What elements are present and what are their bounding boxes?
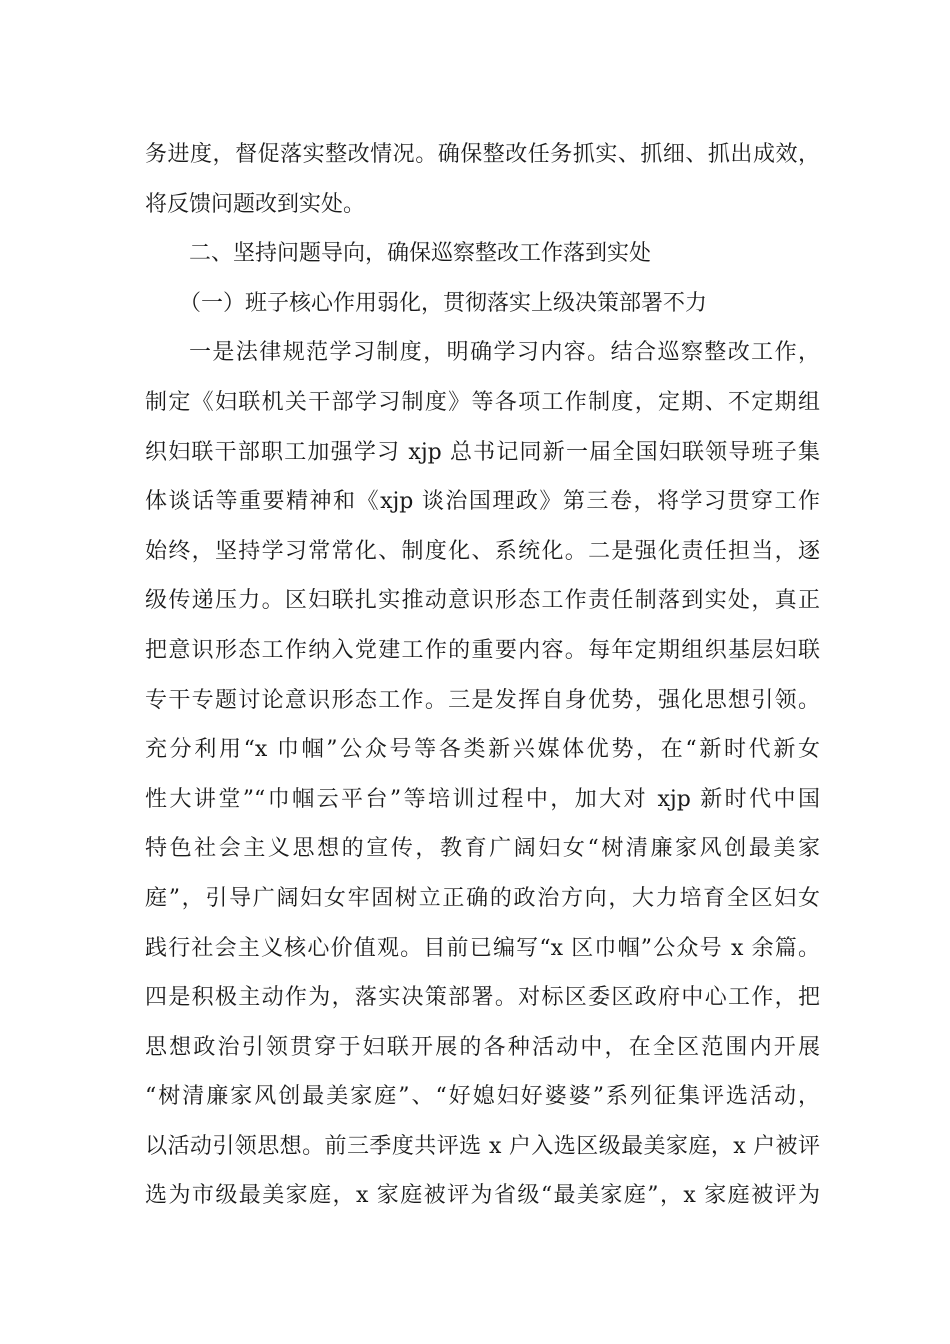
text-line: 充分利用“x 巾帼”公众号等各类新兴媒体优势，在“新时代新女 xyxy=(145,737,820,763)
text-line: 四是积极主动作为，落实决策部署。对标区委区政府中心工作，把 xyxy=(145,985,820,1011)
text-line: 级传递压力。区妇联扎实推动意识形态工作责任制落到实处，真正 xyxy=(145,588,820,614)
text-line: 庭”，引导广阔妇女牢固树立正确的政治方向，大力培育全区妇女 xyxy=(145,885,820,911)
text-line: 务进度，督促落实整改情况。确保整改任务抓实、抓细、抓出成效， xyxy=(145,142,820,167)
text-line: 一是法律规范学习制度，明确学习内容。结合巡察整改工作， xyxy=(189,340,820,366)
text-line: 思想政治引领贯穿于妇联开展的各种活动中，在全区范围内开展 xyxy=(145,1034,820,1060)
text-line: 特色社会主义思想的宣传，教育广阔妇女“树清廉家风创最美家 xyxy=(145,836,820,862)
text-line: 专干专题讨论意识形态工作。三是发挥自身优势，强化思想引领。 xyxy=(145,687,820,713)
text-line: 始终，坚持学习常常化、制度化、系统化。二是强化责任担当，逐 xyxy=(145,538,820,564)
text-line: “树清廉家风创最美家庭”、“好媳妇好婆婆”系列征集评选活动， xyxy=(145,1084,820,1110)
text-line: 选为市级最美家庭，x 家庭被评为省级“最美家庭”，x 家庭被评为 xyxy=(145,1183,820,1209)
text-line: 把意识形态工作纳入党建工作的重要内容。每年定期组织基层妇联 xyxy=(145,637,820,663)
text-line: 以活动引领思想。前三季度共评选 x 户入选区级最美家庭，x 户被评 xyxy=(145,1133,820,1159)
document-body xyxy=(145,130,820,1221)
text-line: 将反馈问题改到实处。 xyxy=(145,191,366,217)
text-line: 性大讲堂”“巾帼云平台”等培训过程中，加大对 xjp 新时代中国 xyxy=(145,786,820,812)
text-line: （一）班子核心作用弱化，贯彻落实上级决策部署不力 xyxy=(179,290,708,316)
text-line: 织妇联干部职工加强学习 xjp 总书记同新一届全国妇联领导班子集 xyxy=(145,439,820,465)
text-line: 二、坚持问题导向，确保巡察整改工作落到实处 xyxy=(189,241,652,267)
text-line: 制定《妇联机关干部学习制度》等各项工作制度，定期、不定期组 xyxy=(145,389,820,415)
text-line: 践行社会主义核心价值观。目前已编写“x 区巾帼”公众号 x 余篇。 xyxy=(145,935,820,961)
text-line: 体谈话等重要精神和《xjp 谈治国理政》第三卷，将学习贯穿工作 xyxy=(145,489,820,515)
